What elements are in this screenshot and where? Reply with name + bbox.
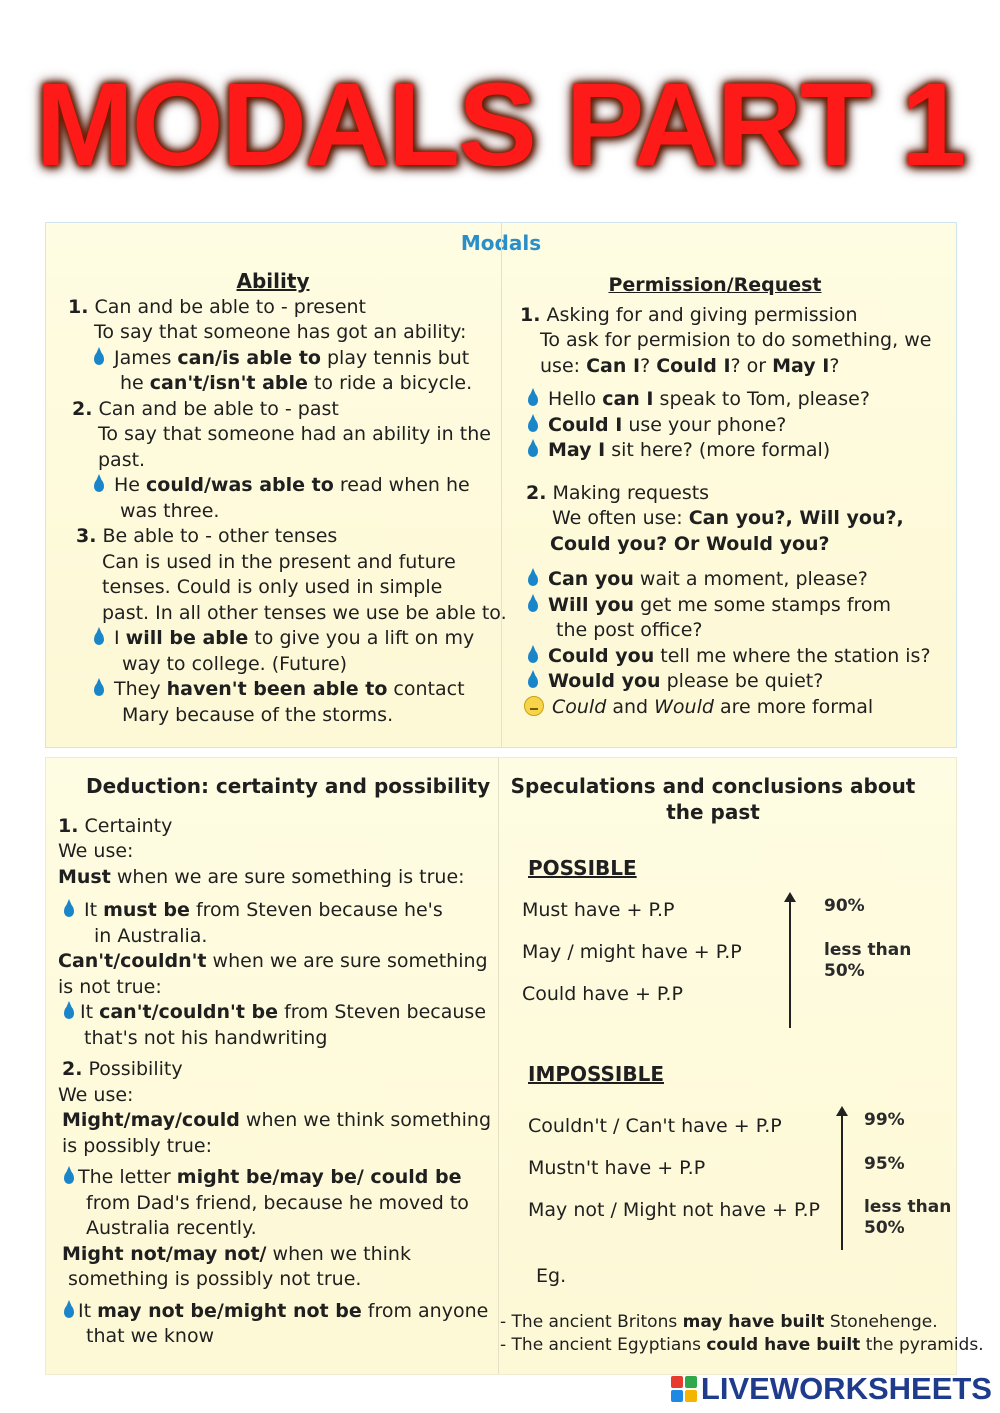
modals-panel xyxy=(45,222,957,748)
possibility-example-1: The letter might be/may be/ could be xyxy=(58,1165,506,1191)
cant-rule-cont: is not true: xyxy=(58,975,162,998)
might-rule: Might/may/could when we think something xyxy=(62,1109,492,1131)
drop-icon xyxy=(528,599,538,612)
permission-example-4: Can you wait a moment, please? xyxy=(520,567,956,593)
smiley-icon xyxy=(524,696,544,716)
speculation-heading: Speculations and conclusions about xyxy=(510,774,916,798)
possibility-section: 2. Possibility xyxy=(62,1058,183,1080)
ability-example-4: They haven't been able to contact xyxy=(68,677,500,703)
drop-icon xyxy=(64,1171,74,1184)
drop-icon xyxy=(64,1006,74,1019)
eg-example-2: - The ancient Egyptians could have built the pyramids. xyxy=(500,1335,984,1355)
mightnot-rule-cont: something is possibly not true. xyxy=(68,1268,362,1290)
ability-heading: Ability xyxy=(236,269,310,293)
ability-column xyxy=(68,269,507,728)
logo-square-yellow xyxy=(685,1390,697,1402)
drop-icon xyxy=(94,683,104,696)
permission-desc-1: To ask for permision to do something, we xyxy=(540,329,932,351)
permission-example-5-cont: the post office? xyxy=(556,619,703,641)
cant-rule: Can't/couldn't when we are sure something xyxy=(58,950,488,972)
drop-icon xyxy=(94,479,104,492)
certainty-section: 1. Certainty xyxy=(58,814,173,837)
impossible-row-mustnt: Mustn't have + P.P xyxy=(528,1157,706,1179)
logo-square-red xyxy=(671,1376,683,1388)
permission-example-7: Would you please be quiet? xyxy=(520,669,956,695)
ability-example-2-cont: was three. xyxy=(120,499,220,522)
column-divider xyxy=(501,223,502,747)
speculation-column xyxy=(508,774,956,1374)
ability-section-2: 2. Can and be able to - past xyxy=(72,397,339,420)
permission-example-5: Will you get me some stamps from xyxy=(520,593,956,619)
drop-icon xyxy=(528,573,538,586)
drop-icon xyxy=(528,444,538,457)
drop-icon xyxy=(528,675,538,688)
we-use-1: We use: xyxy=(58,840,134,862)
permission-desc-2-cont: Could you? Or Would you? xyxy=(550,532,830,555)
drop-icon xyxy=(94,632,104,645)
ability-example-3: I will be able to give you a lift on my xyxy=(68,626,500,652)
ability-example-3-cont: way to college. (Future) xyxy=(122,652,348,675)
impossible-heading: IMPOSSIBLE xyxy=(528,1062,665,1086)
ability-desc-1: To say that someone has got an ability: xyxy=(94,321,467,343)
possibility-example-2: It may not be/might not be from anyone xyxy=(58,1299,506,1325)
must-rule: Must when we are sure something is true: xyxy=(58,865,465,888)
title-banner xyxy=(0,60,1000,190)
impossible-pct-less: less than xyxy=(864,1197,952,1217)
ability-example-1-cont: he can't/isn't able to ride a bicycle. xyxy=(120,372,473,394)
ability-section-3: 3. Be able to - other tenses xyxy=(76,525,338,547)
deduction-column xyxy=(58,774,506,1350)
possibility-example-2-cont: that we know xyxy=(86,1325,215,1347)
permission-desc-1-cont: use: Can I? Could I? or May I? xyxy=(540,354,840,377)
impossible-row-couldnt: Couldn't / Can't have + P.P xyxy=(528,1115,782,1137)
mightnot-rule: Might not/may not/ when we think xyxy=(62,1242,411,1265)
ability-example-1: James can/is able to play tennis but xyxy=(68,346,500,372)
certainty-example-2-cont: that's not his handwriting xyxy=(84,1026,328,1049)
eg-example-1: - The ancient Britons may have built Stonehenge. xyxy=(500,1312,938,1332)
ability-desc-3-l2: tenses. Could is only used in simple xyxy=(102,576,443,598)
drop-icon xyxy=(64,904,74,917)
possible-pct-less: less than xyxy=(824,940,912,960)
logo-icon xyxy=(671,1376,697,1402)
logo-text: LIVEWORKSHEETS xyxy=(700,1371,992,1406)
impossible-pct-99: 99% xyxy=(864,1110,905,1130)
possible-row-could: Could have + P.P xyxy=(522,983,683,1005)
drop-icon xyxy=(528,393,538,406)
ability-section-1: 1. Can and be able to - present xyxy=(68,295,367,318)
permission-heading: Permission/Request xyxy=(608,274,822,296)
speculation-heading-cont: the past xyxy=(666,799,760,824)
possibility-example-1-l2: from Dad's friend, because he moved to xyxy=(86,1191,469,1214)
ability-desc-2-cont: past. xyxy=(98,448,146,471)
possibility-example-1-l3: Australia recently. xyxy=(86,1217,257,1239)
ability-example-2: He could/was able to read when he xyxy=(68,473,500,499)
permission-desc-2: We often use: Can you?, Will you?, xyxy=(552,507,904,529)
formality-note: Could and Would are more formal xyxy=(520,695,956,721)
permission-example-1: Hello can I speak to Tom, please? xyxy=(520,387,956,413)
drop-icon xyxy=(528,419,538,432)
certainty-example-1-cont: in Australia. xyxy=(94,924,208,947)
drop-icon xyxy=(528,650,538,663)
ability-desc-3-l1: Can is used in the present and future xyxy=(102,550,456,573)
possible-heading: POSSIBLE xyxy=(528,856,637,880)
permission-section-1: 1. Asking for and giving permission xyxy=(520,303,858,326)
certainty-example-2: It can't/couldn't be from Steven because xyxy=(58,1000,506,1026)
possible-pct-90: 90% xyxy=(824,896,865,916)
certainty-example-1: It must be from Steven because he's xyxy=(58,898,506,924)
possible-row-must: Must have + P.P xyxy=(522,899,675,921)
deduction-panel xyxy=(45,757,984,1375)
ability-example-4-cont: Mary because of the storms. xyxy=(122,703,394,726)
permission-section-2: 2. Making requests xyxy=(526,481,710,504)
ability-desc-2: To say that someone had an ability in the xyxy=(98,423,491,445)
permission-column xyxy=(520,273,956,720)
permission-example-2: Could I use your phone? xyxy=(520,413,956,439)
logo-square-green xyxy=(685,1376,697,1388)
possible-pct-50: 50% xyxy=(824,961,865,981)
logo-square-blue xyxy=(671,1390,683,1402)
deduction-heading: Deduction: certainty and possibility xyxy=(86,774,491,798)
impossible-pct-50: 50% xyxy=(864,1218,905,1238)
page-title: MODALS PART 1 xyxy=(35,59,965,191)
drop-icon xyxy=(64,1305,74,1318)
we-use-2: We use: xyxy=(58,1083,134,1106)
ability-desc-3-l3: past. In all other tenses we use be able to. xyxy=(102,601,507,624)
possible-arrow-icon xyxy=(789,900,791,1028)
eg-label: Eg. xyxy=(536,1265,567,1287)
panel-title: Modals xyxy=(460,231,542,255)
impossible-arrow-icon xyxy=(841,1114,843,1250)
liveworksheets-logo[interactable] xyxy=(671,1371,992,1407)
permission-example-6: Could you tell me where the station is? xyxy=(520,644,956,670)
impossible-row-maynot: May not / Might not have + P.P xyxy=(528,1199,820,1221)
possible-row-may: May / might have + P.P xyxy=(522,941,742,963)
permission-example-3: May I sit here? (more formal) xyxy=(520,438,956,464)
impossible-pct-95: 95% xyxy=(864,1154,905,1174)
drop-icon xyxy=(94,352,104,365)
might-rule-cont: is possibly true: xyxy=(62,1134,212,1157)
